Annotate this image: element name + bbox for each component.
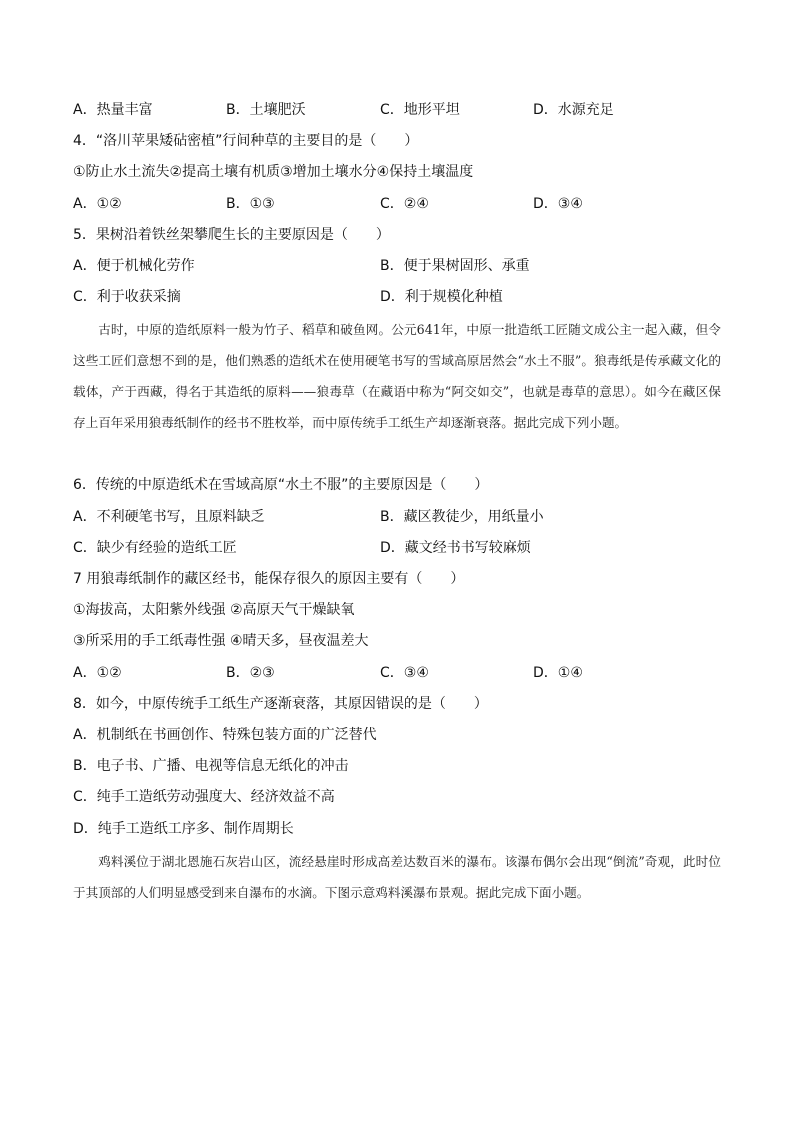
q6-option-d: D．藏文经书书写较麻烦: [380, 540, 531, 556]
q8-option-d: D．纯手工造纸工序多、制作周期长: [73, 821, 294, 837]
q4-option-d: D．③④: [533, 196, 583, 212]
q7-statements-1: ①海拔高，太阳紫外线强 ②高原天气干燥缺氧: [73, 602, 355, 618]
q4-option-c: C．②④: [380, 196, 429, 212]
passage-paper-making: 古时，中原的造纸原料一般为竹子、稻草和破鱼网。公元641年，中原一批造纸工匠随文成公主一起入藏，但令这些工匠们意想不到的是，他们熟悉的造纸术在使用硬笔书写的雪域高原居然会“水土不服”。狼毒纸是传承藏文化的载体，产于西藏，得名于其造纸的原料——狼毒草（在藏语中称为“阿交如交”，也就是毒草的意思）。如今在藏区保存上百年采用狼毒纸制作的经书不胜枚举，而中原传统手工纸生产却逐渐衰落。据此完成下列小题。: [73, 322, 721, 430]
q5-stem: 5．果树沿着铁丝架攀爬生长的主要原因是（ ）: [73, 227, 390, 243]
q3-option-a: A．热量丰富: [73, 102, 153, 118]
q8-option-b: B．电子书、广播、电视等信息无纸化的冲击: [73, 758, 349, 774]
q5-option-c: C．利于收获采摘: [73, 289, 181, 305]
q7-statements-2: ③所采用的手工纸毒性强 ④晴天多，昼夜温差大: [73, 633, 369, 649]
q8-option-c: C．纯手工造纸劳动强度大、经济效益不高: [73, 789, 335, 805]
q4-stem: 4．“洛川苹果矮砧密植”行间种草的主要目的是（ ）: [73, 133, 419, 149]
q5-option-a: A．便于机械化劳作: [73, 258, 195, 274]
q6-option-b: B．藏区教徒少，用纸量小: [380, 509, 544, 525]
q6-stem: 6．传统的中原造纸术在雪域高原“水土不服”的主要原因是（ ）: [73, 477, 489, 493]
q7-stem: 7 用狼毒纸制作的藏区经书，能保存很久的原因主要有（ ）: [73, 571, 465, 587]
q6-option-c: C．缺少有经验的造纸工匠: [73, 540, 237, 556]
q3-option-d: D．水源充足: [533, 102, 614, 118]
passage-waterfall: 鸡料溪位于湖北恩施石灰岩山区，流经悬崖时形成高差达数百米的瀑布。该瀑布偶尔会出现“倒流”奇观，此时位于其顶部的人们明显感受到来自瀑布的水滴。下图示意鸡料溪瀑布景观。据此完成下面小题。: [73, 854, 721, 900]
q5-option-d: D．利于规模化种植: [380, 289, 503, 305]
q7-option-a: A．①②: [73, 665, 122, 681]
q7-option-c: C．③④: [380, 665, 429, 681]
q8-option-a: A．机制纸在书画创作、特殊包装方面的广泛替代: [73, 727, 377, 743]
q4-statements: ①防止水土流失②提高土壤有机质③增加土壤水分④保持土壤温度: [73, 164, 474, 180]
q8-stem: 8．如今，中原传统手工纸生产逐渐衰落，其原因错误的是（ ）: [73, 696, 488, 712]
q5-option-b: B．便于果树固形、承重: [380, 258, 530, 274]
q3-option-c: C．地形平坦: [380, 102, 460, 118]
q4-option-b: B．①③: [226, 196, 275, 212]
q6-option-a: A．不利硬笔书写，且原料缺乏: [73, 509, 265, 525]
q7-option-b: B．②③: [226, 665, 275, 681]
q4-option-a: A．①②: [73, 196, 122, 212]
q3-option-b: B．土壤肥沃: [226, 102, 306, 118]
q7-option-d: D．①④: [533, 665, 583, 681]
